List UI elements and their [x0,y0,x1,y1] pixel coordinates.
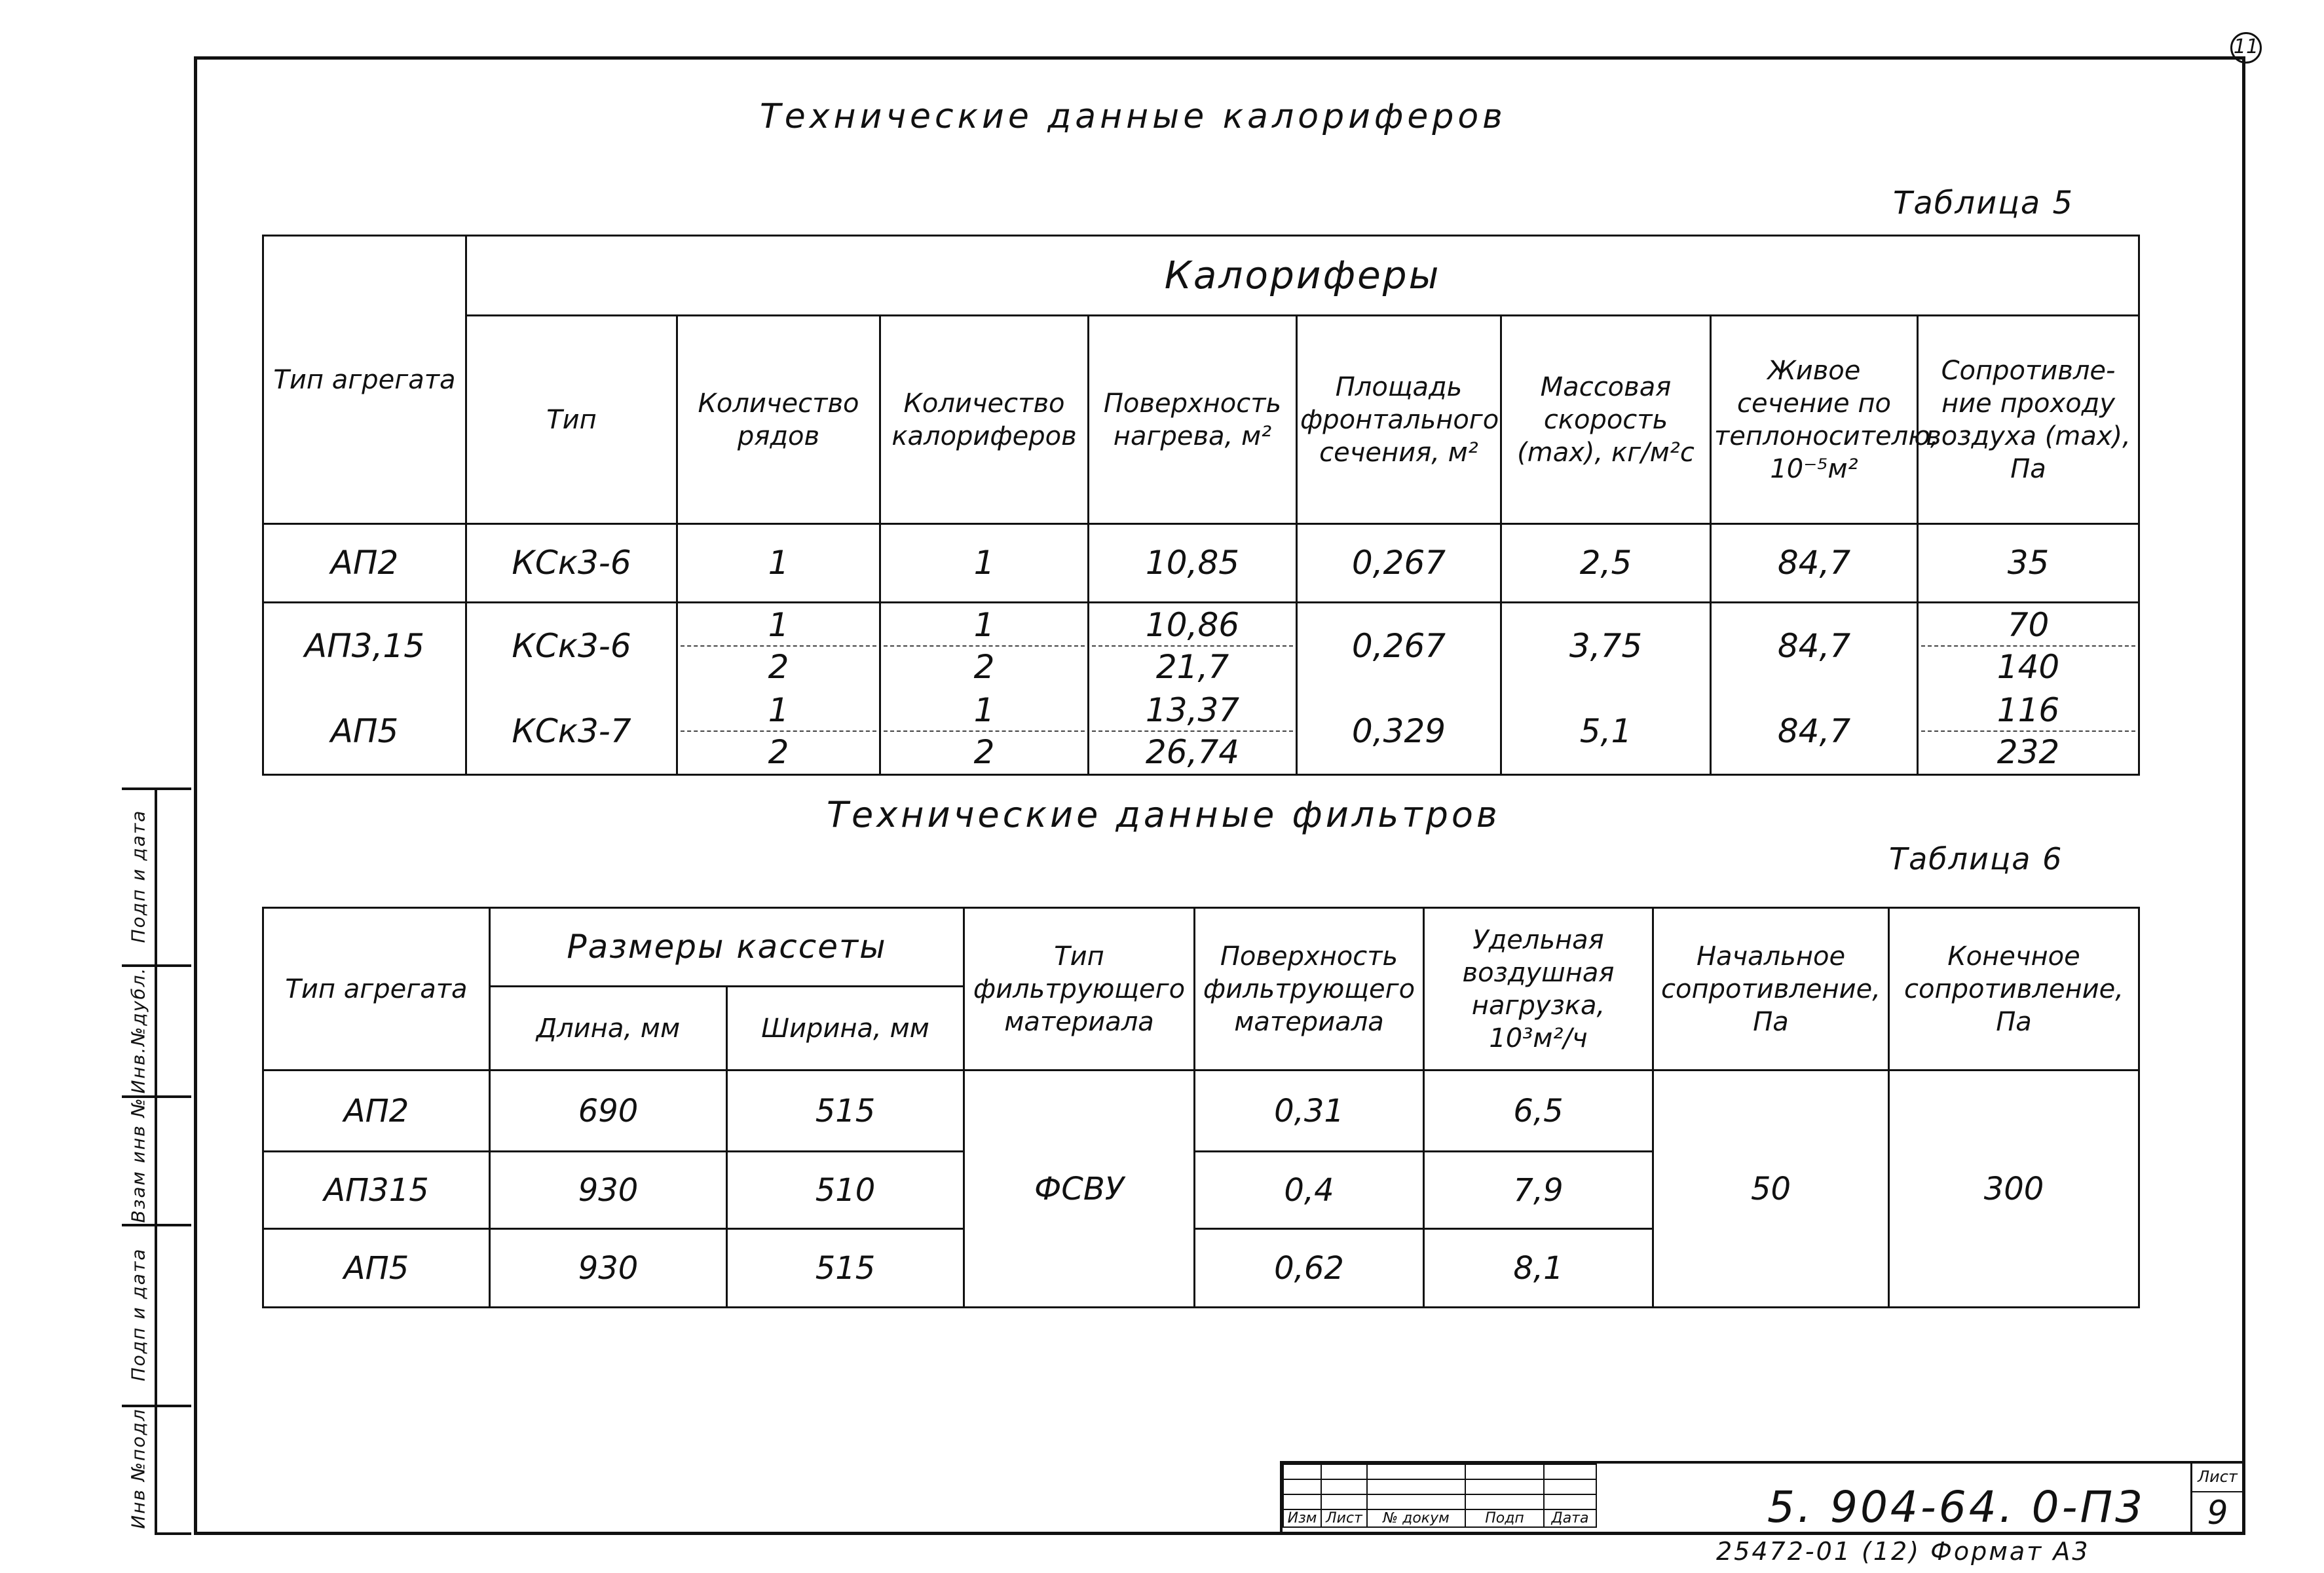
mass-cell: 3,75 [1501,603,1711,689]
resist-value: 116 [1996,691,2060,729]
sheet-number: 9 [2207,1494,2228,1532]
agg-type-cell: АП5 [263,1229,490,1308]
heading-heaters: Технические данные калориферов [760,97,1507,136]
header-heaters-group: Калориферы [466,236,2139,316]
load-cell: 6,5 [1424,1071,1653,1152]
mass-cell: 2,5 [1501,524,1711,603]
resist-value: 140 [1921,645,2135,687]
live-cell: 84,7 [1711,689,1918,775]
surface-cell: 10,85 [1089,524,1297,603]
length-cell: 930 [490,1229,727,1308]
heater-type-cell: КСк3-6 [466,603,677,689]
heater-type-cell: КСк3-6 [466,524,677,603]
header-heater-type: Тип [466,316,677,524]
header-agg-type: Тип агрегата [263,908,490,1071]
surface-value: 10,86 [1145,606,1240,644]
end-resistance-cell: 300 [1889,1071,2139,1308]
count-value: 2 [884,645,1085,687]
header-cassette-size: Размеры кассеты [490,908,964,987]
heaters-table [262,235,2140,776]
surface-cell: 0,62 [1195,1229,1424,1308]
count-value: 2 [884,730,1085,772]
load-cell: 8,1 [1424,1229,1653,1308]
mass-cell: 5,1 [1501,689,1711,775]
header-air-load: Удельная воздушная нагрузка, 10³м²/ч [1424,908,1653,1071]
rows-value: 1 [768,691,789,729]
header-heater-count: Количество калориферов [880,316,1089,524]
surface-cell: 0,4 [1195,1152,1424,1229]
surface-cell: 0,31 [1195,1071,1424,1152]
rows-cell [677,603,880,689]
document-code: 5. 904-64. 0-П3 [1767,1482,2146,1532]
length-cell: 690 [490,1071,727,1152]
table-row [263,689,2139,775]
header-live-section: Живое сечение по теплоносителю, 10⁻⁵м² [1711,316,1918,524]
live-cell: 84,7 [1711,524,1918,603]
surface-value: 13,37 [1145,691,1240,729]
header-width: Ширина, мм [727,987,964,1071]
surface-value: 26,74 [1092,730,1293,772]
resist-value: 70 [2007,606,2050,644]
surface-value: 21,7 [1092,645,1293,687]
table-row [263,603,2139,689]
count-cell: 1 [880,524,1089,603]
side-label: Взам инв № [127,1096,149,1223]
width-cell: 515 [727,1071,964,1152]
agg-type-cell: АП315 [263,1152,490,1229]
header-filter-material: Тип фильтрующего материала [964,908,1195,1071]
side-stamp [122,787,155,1535]
agg-type-cell: АП3,15 [263,603,466,689]
heading-filters: Технические данные фильтров [827,794,1501,835]
area-cell: 0,267 [1297,524,1501,603]
header-rows-count: Количество рядов [677,316,880,524]
rev-col-label: Подп [1465,1509,1544,1527]
resist-cell [1918,689,2139,775]
agg-type-cell: АП2 [263,524,466,603]
rows-value: 2 [681,730,876,772]
agg-type-cell: АП2 [263,1071,490,1152]
count-cell [880,689,1089,775]
table-row [263,524,2139,603]
rev-col-label: Лист [1321,1509,1367,1527]
side-label: Подп и дата [127,1247,149,1381]
header-agg-type: Тип агрегата [263,236,466,524]
format-note: 25472-01 (12) Формат А3 [1716,1537,2090,1566]
side-label: Инв №подл [127,1408,149,1529]
header-length: Длина, мм [490,987,727,1071]
side-label: Подп и дата [127,809,149,943]
agg-type-cell: АП5 [263,689,466,775]
rev-col-label: Дата [1544,1509,1596,1527]
table6-label: Таблица 6 [1889,841,2063,877]
revision-grid [1283,1464,1597,1528]
header-filter-surface: Поверхность фильтрующего материала [1195,908,1424,1071]
resist-value: 232 [1921,730,2135,772]
live-cell: 84,7 [1711,603,1918,689]
rows-cell [677,689,880,775]
start-resistance-cell: 50 [1653,1071,1889,1308]
area-cell: 0,329 [1297,689,1501,775]
rev-col-label: № докум [1367,1509,1465,1527]
sheet-label: Лист [2192,1464,2243,1492]
header-end-resistance: Конечное сопротивление, Па [1889,908,2139,1071]
resist-cell: 35 [1918,524,2139,603]
rows-value: 1 [768,606,789,644]
rows-cell: 1 [677,524,880,603]
width-cell: 510 [727,1152,964,1229]
count-value: 1 [973,606,995,644]
width-cell: 515 [727,1229,964,1308]
header-air-resistance: Сопротивле- ние проходу воздуха (max), Па [1918,316,2139,524]
material-cell: ФСВУ [964,1071,1195,1308]
rows-value: 2 [681,645,876,687]
header-start-resistance: Начальное сопротивление, Па [1653,908,1889,1071]
length-cell: 930 [490,1152,727,1229]
page-number [2207,30,2285,62]
table5-label: Таблица 5 [1893,185,2074,221]
count-cell [880,603,1089,689]
title-block [1280,1461,2245,1535]
resist-cell [1918,603,2139,689]
rev-col-label: Изм [1283,1509,1321,1527]
table-row [263,1071,2139,1152]
header-frontal-area: Площадь фронтального сечения, м² [1297,316,1501,524]
page-number-value: 11 [2230,32,2262,64]
load-cell: 7,9 [1424,1152,1653,1229]
sheet-box [2190,1464,2243,1532]
surface-cell [1089,689,1297,775]
surface-cell [1089,603,1297,689]
heater-type-cell: КСк3-7 [466,689,677,775]
count-value: 1 [973,691,995,729]
side-label: Инв.№дубл. [127,966,149,1093]
header-mass-velocity: Массовая скорость (max), кг/м²с [1501,316,1711,524]
filters-table [262,907,2140,1308]
header-heating-surface: Поверхность нагрева, м² [1089,316,1297,524]
area-cell: 0,267 [1297,603,1501,689]
